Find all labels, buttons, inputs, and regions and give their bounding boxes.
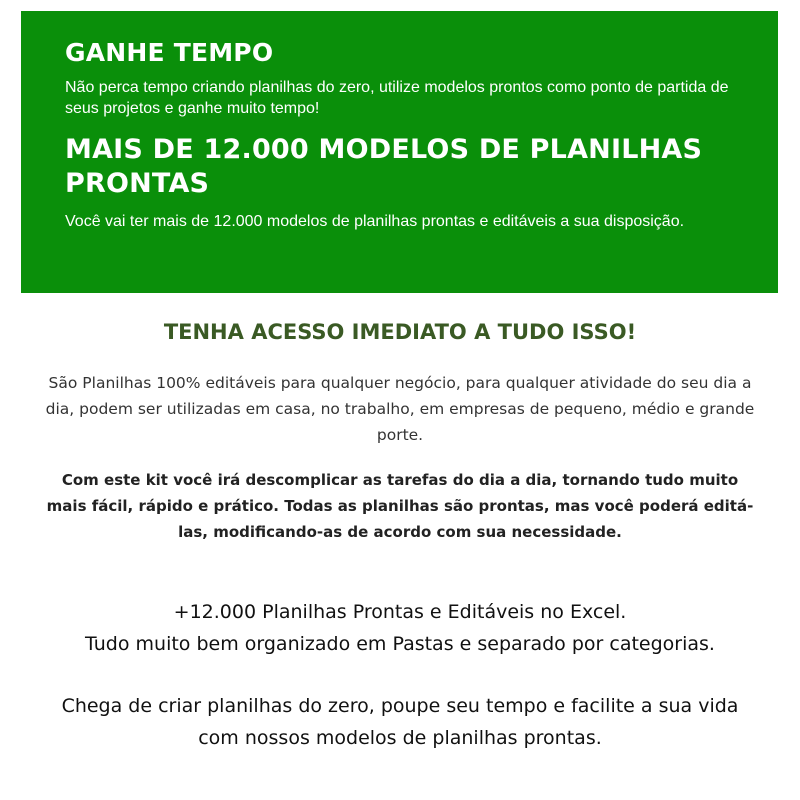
feature-line-organizado: Tudo muito bem organizado em Pastas e separado por categorias.: [85, 633, 715, 655]
access-title: TENHA ACESSO IMEDIATO A TUDO ISSO!: [163, 320, 637, 344]
access-paragraph-kit: Com este kit você irá descomplicar as tarefas do dia a dia, tornando tudo muito mais fácil, rápido e prático. Todas as planilhas são prontas, mas você poderá editá-las, modificando-as de acordo com sua necessidade.: [46, 471, 754, 541]
banner-heading-ganhe-tempo: GANHE TEMPO: [65, 38, 274, 67]
green-banner: [21, 11, 778, 293]
feature-line-modelos: com nossos modelos de planilhas prontas.: [198, 727, 602, 749]
banner-text-ganhe-tempo: Não perca tempo criando planilhas do zero, utilize modelos prontos como ponto de partida de seus projetos e ganhe muito tempo!: [65, 79, 729, 117]
banner-heading-modelos: MAIS DE 12.000 MODELOS DE PLANILHAS PRONTAS: [65, 134, 703, 199]
banner-text-modelos: Você vai ter mais de 12.000 modelos de planilhas prontas e editáveis a sua disposição.: [65, 213, 685, 230]
access-paragraph-editaveis: São Planilhas 100% editáveis para qualquer negócio, para qualquer atividade do seu dia a dia, podem ser utilizadas em casa, no trabalho, em empresas de pequeno, médio e grande porte.: [45, 374, 755, 444]
feature-line-chega: Chega de criar planilhas do zero, poupe seu tempo e facilite a sua vida: [61, 695, 739, 717]
feature-line-planilhas: +12.000 Planilhas Prontas e Editáveis no Excel.: [173, 601, 627, 623]
